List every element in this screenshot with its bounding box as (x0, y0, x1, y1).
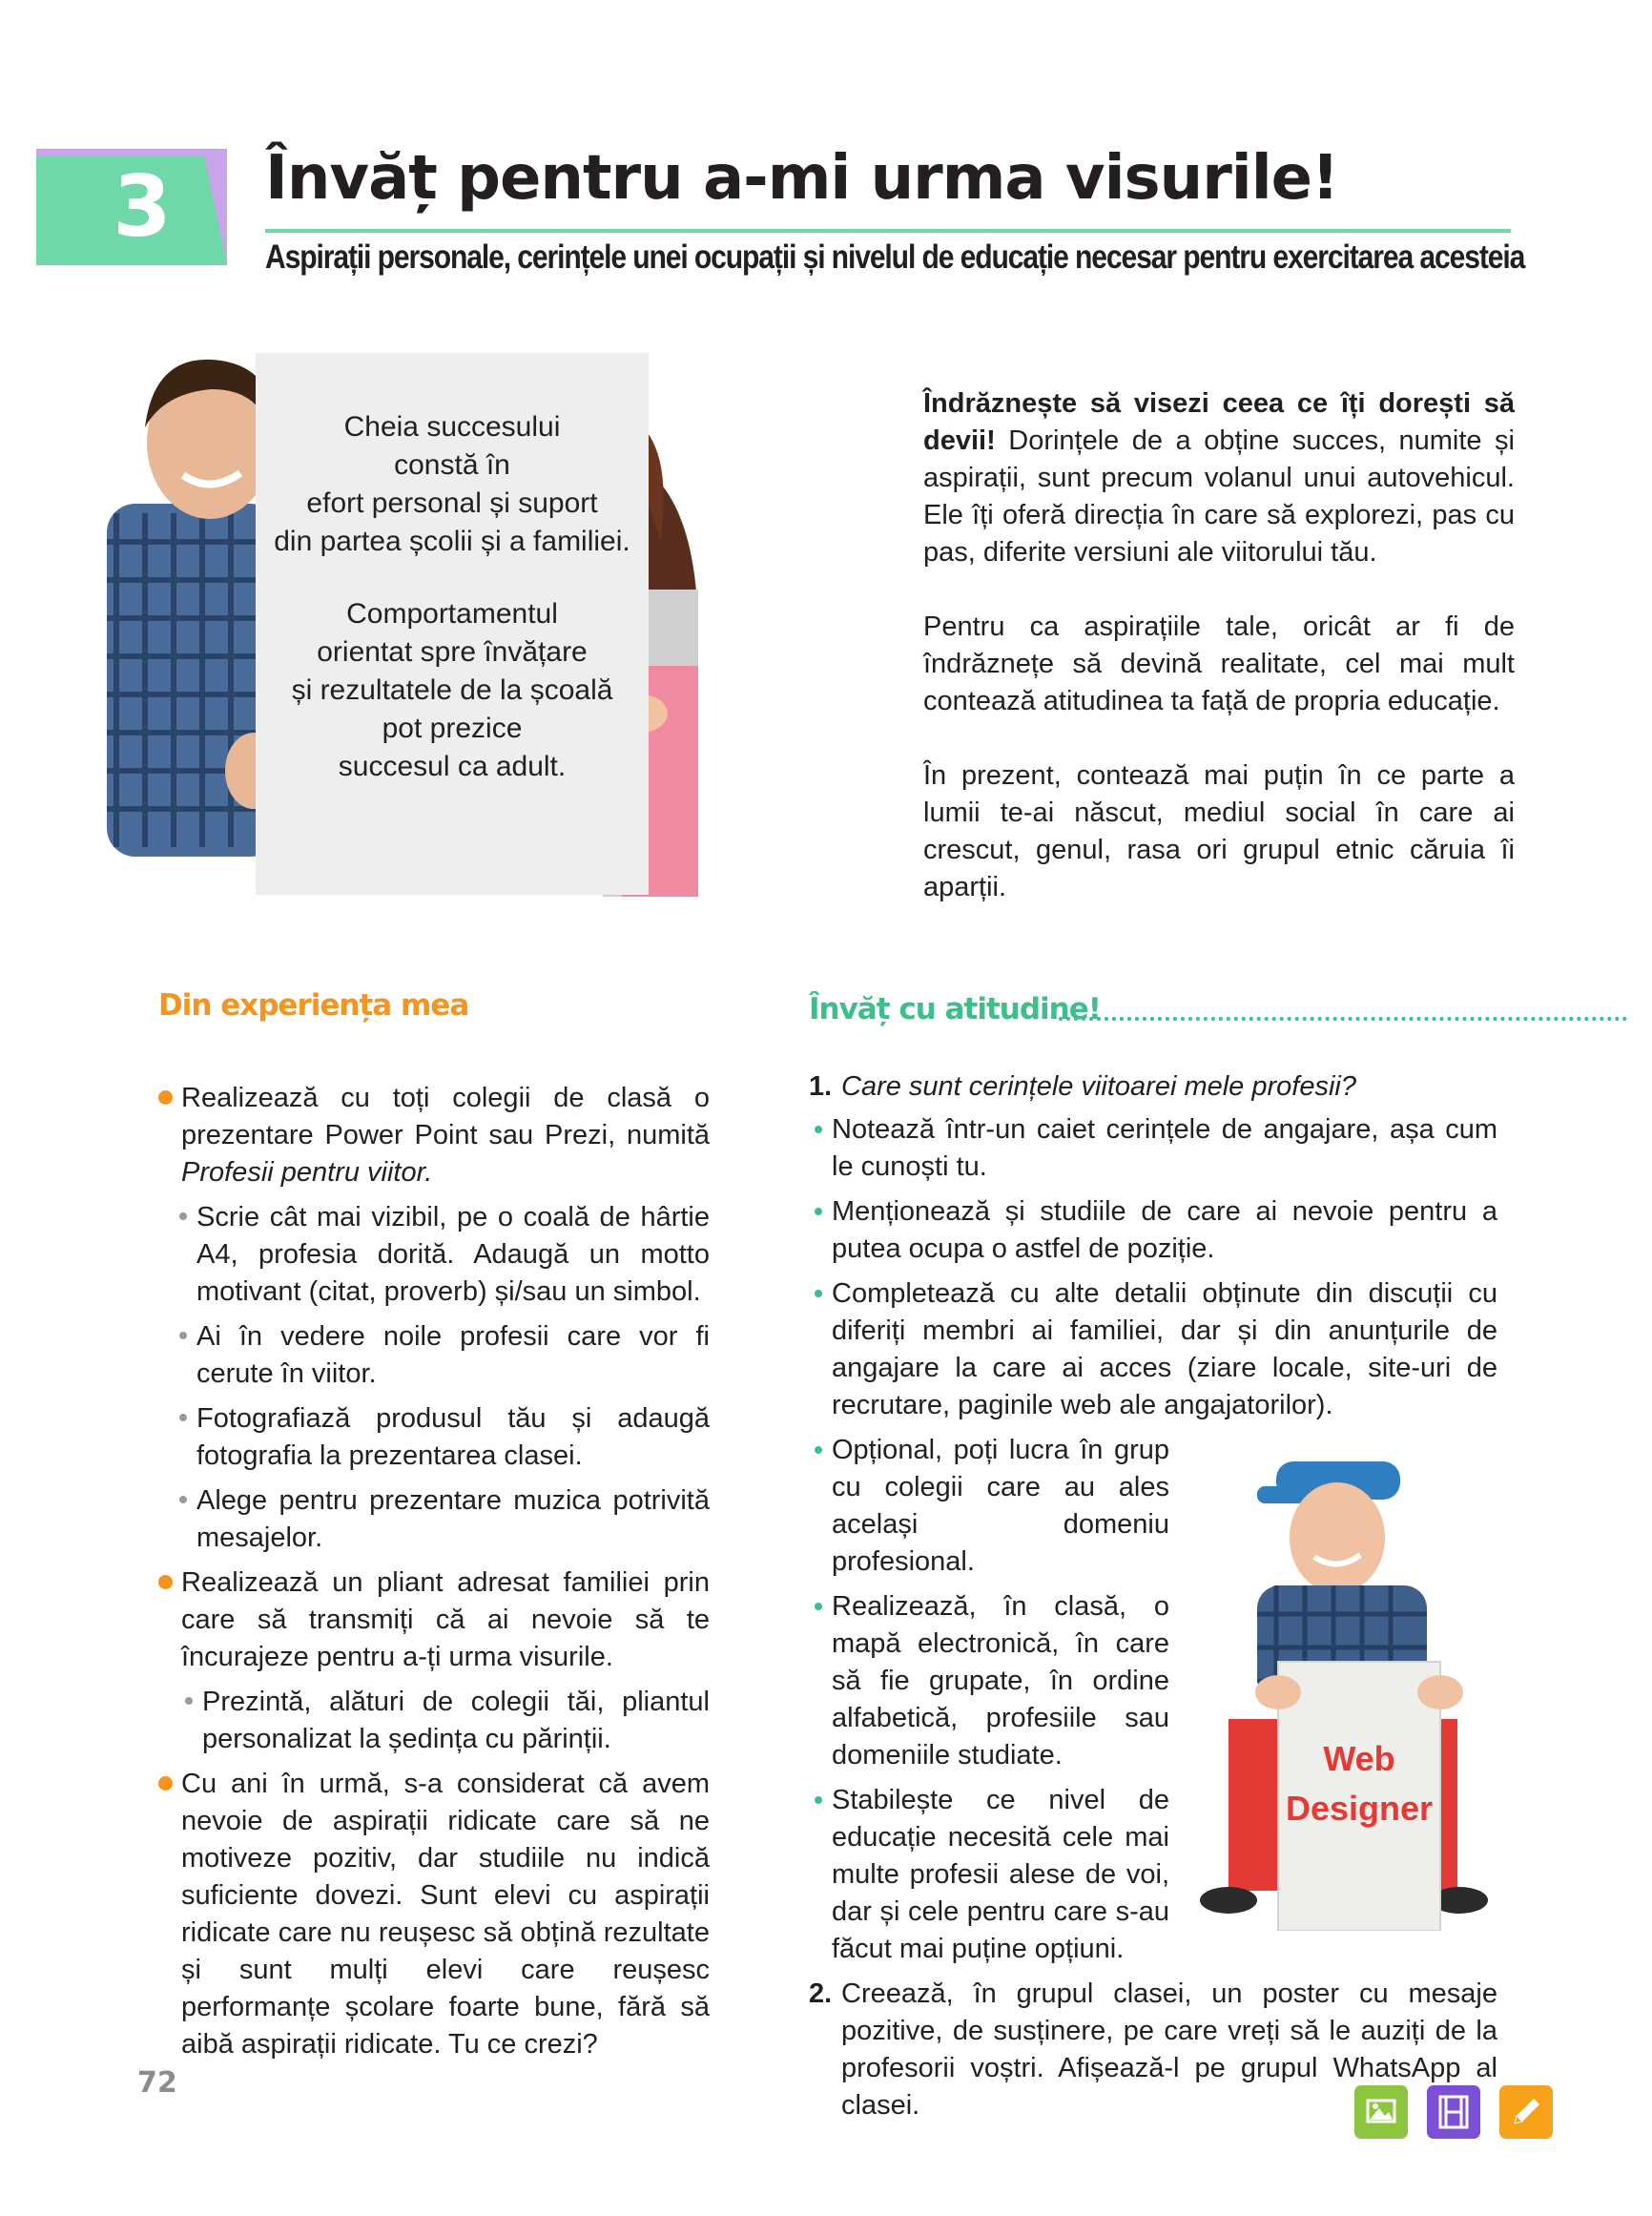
question-text: Care sunt cerințele viitoarei mele profesii? (841, 1071, 1356, 1102)
sub-list-item (158, 1684, 710, 1758)
item-text: Ai în vedere noile profesii care vor fi cerute în viitor. (196, 1321, 710, 1389)
item-text: Fotografiază produsul tău și adaugă fotografia la prezentarea clasei. (196, 1403, 710, 1471)
sub-list-item (158, 1400, 710, 1475)
item-text: Realizează cu toți colegii de clasă o prezentare Power Point sau Prezi, numită (181, 1083, 710, 1150)
question-number: 2. (809, 1978, 833, 2009)
item-text: Opțional, poți lucra în grup cu colegii care au ales același domeniu profesional. (832, 1435, 1169, 1577)
item-text: Realizează, în clasă, o mapă electronică, în care să fie grupate, în ordine alfabetică, profesiile sau domeniile studiate. (832, 1591, 1169, 1771)
list-item (158, 1564, 710, 1676)
hero-line: Comportamentul (346, 598, 558, 630)
hero-line: succesul ca adult. (338, 751, 567, 782)
page-subtitle: Aspirații personale, cerințele unei ocupații și nivelul de educație necesar pentru exercitarea acesteia (265, 238, 1525, 276)
sub-list-item (809, 1193, 1497, 1268)
image-icon[interactable] (1354, 2085, 1408, 2139)
hero-line: constă în (394, 449, 510, 481)
section-heading-attitude: Învăț cu atitudine! (809, 992, 1101, 1026)
board-line-1: Web (1323, 1739, 1395, 1778)
pencil-icon[interactable] (1499, 2085, 1553, 2139)
hero-line: pot prezice (382, 713, 523, 744)
item-text: Menționează și studiile de care ai nevoie pentru a putea ocupa o astfel de poziție. (832, 1196, 1497, 1264)
intro-paragraph-2: Pentru ca aspirațiile tale, oricât ar fi de îndrăznețe să devină realitate, cel mai mult contează atitudinea ta față de propria educație. (923, 611, 1515, 716)
intro-text (923, 385, 1515, 943)
item-text: Completează cu alte detalii obținute din discuții cu diferiți membri ai familiei, dar și din anunțurile de angajare la care ai acces (ziare locale, site-uri de recrutare, paginile web ale angajatorilor). (832, 1278, 1497, 1420)
question-text: Creează, în grupul clasei, un poster cu mesaje pozitive, de susținere, pe care vreți să le auziți de la profesorii voștri. Afișează-l pe grupul WhatsApp al clasei. (841, 1978, 1497, 2121)
sub-list-item (809, 1588, 1169, 1774)
board-line-2: Designer (1285, 1789, 1434, 1828)
experience-list (158, 1080, 710, 2071)
title-divider (265, 229, 1511, 233)
film-icon[interactable] (1427, 2085, 1480, 2139)
intro-paragraph-1 (923, 385, 1515, 571)
item-text: Prezintă, alături de colegii tăi, pliantul personalizat la ședința cu părinții. (202, 1687, 710, 1754)
hero-message-2 (256, 595, 649, 786)
item-text: Scrie cât mai vizibil, pe o coală de hârtie A4, profesia dorită. Adaugă un motto motivant (citat, proverb) și/sau un simbol. (196, 1202, 710, 1307)
page-number: 72 (137, 2066, 177, 2100)
intro-paragraph-3: În prezent, contează mai puțin în ce parte a lumii te-ai născut, mediul social în care ai crescut, genul, rasa ori grupul etnic căruia îi aparții. (923, 760, 1515, 902)
section-heading-experience: Din experiența mea (158, 988, 469, 1023)
lesson-number: 3 (113, 157, 172, 256)
sub-list-item (809, 1782, 1169, 1968)
item-text: Alege pentru prezentare muzica potrivită mesajelor. (196, 1485, 710, 1553)
item-text: Stabilește ce nivel de educație necesită cele mai multe profesii alese de voi, dar și cele pentru care s-au făcut mai puține opțiuni. (832, 1785, 1169, 1964)
page-title: Învăț pentru a-mi urma visurile! (265, 143, 1339, 214)
sub-list-item (158, 1318, 710, 1393)
intro-p1-rest: Dorințele de a obține succes, numite și aspirații, sunt precum volanul unui autovehicul. Ele îți oferă direcția în care să explorezi, pas cu pas, diferite versiuni ale viitorului tău. (923, 425, 1515, 568)
item-text: Notează într-un caiet cerințele de angajare, așa cum le cunoști tu. (832, 1114, 1497, 1182)
sub-list-item (809, 1111, 1497, 1186)
heading-dotted-rule (1059, 1017, 1627, 1021)
web-designer-photo (1190, 1442, 1494, 1931)
sub-list-item (809, 1432, 1169, 1581)
sub-list-item (158, 1482, 710, 1557)
sub-list-item (809, 1275, 1497, 1424)
hero-line: și rezultatele de la școală (291, 674, 613, 706)
item-text: Cu ani în urmă, s-a considerat că avem nevoie de aspirații ridicate care să ne motiveze pozitiv, dar studiile nu indică suficiente dovezi. Sunt elevi cu aspirații ridicate care nu reușesc să obțină rezultate și sunt mulți elevi care reușesc performanțe școlare foarte bune, fără să aibă aspirații ridicate. Tu ce crezi? (181, 1769, 710, 2060)
hero-message-1 (256, 408, 649, 561)
hero-line: din partea școlii și a familiei. (274, 526, 630, 557)
item-italic: Profesii pentru viitor. (181, 1157, 433, 1188)
list-item (158, 1080, 710, 1191)
list-item (158, 1766, 710, 2063)
hero-line: efort personal și suport (306, 487, 598, 519)
question-number: 1. (809, 1071, 833, 1102)
question-1 (809, 1068, 1497, 1106)
intro-bold-lead: Îndrăznește să visezi ceea ce îți dorești să devii! (923, 388, 1515, 456)
sub-list-item (158, 1199, 710, 1311)
hero-line: orientat spre învățare (317, 636, 588, 668)
hero-line: Cheia succesului (343, 411, 561, 443)
item-text: Realizează un pliant adresat familiei prin care să transmiți că ai nevoie să te încurajeze pentru a-ți urma visurile. (181, 1567, 710, 1672)
